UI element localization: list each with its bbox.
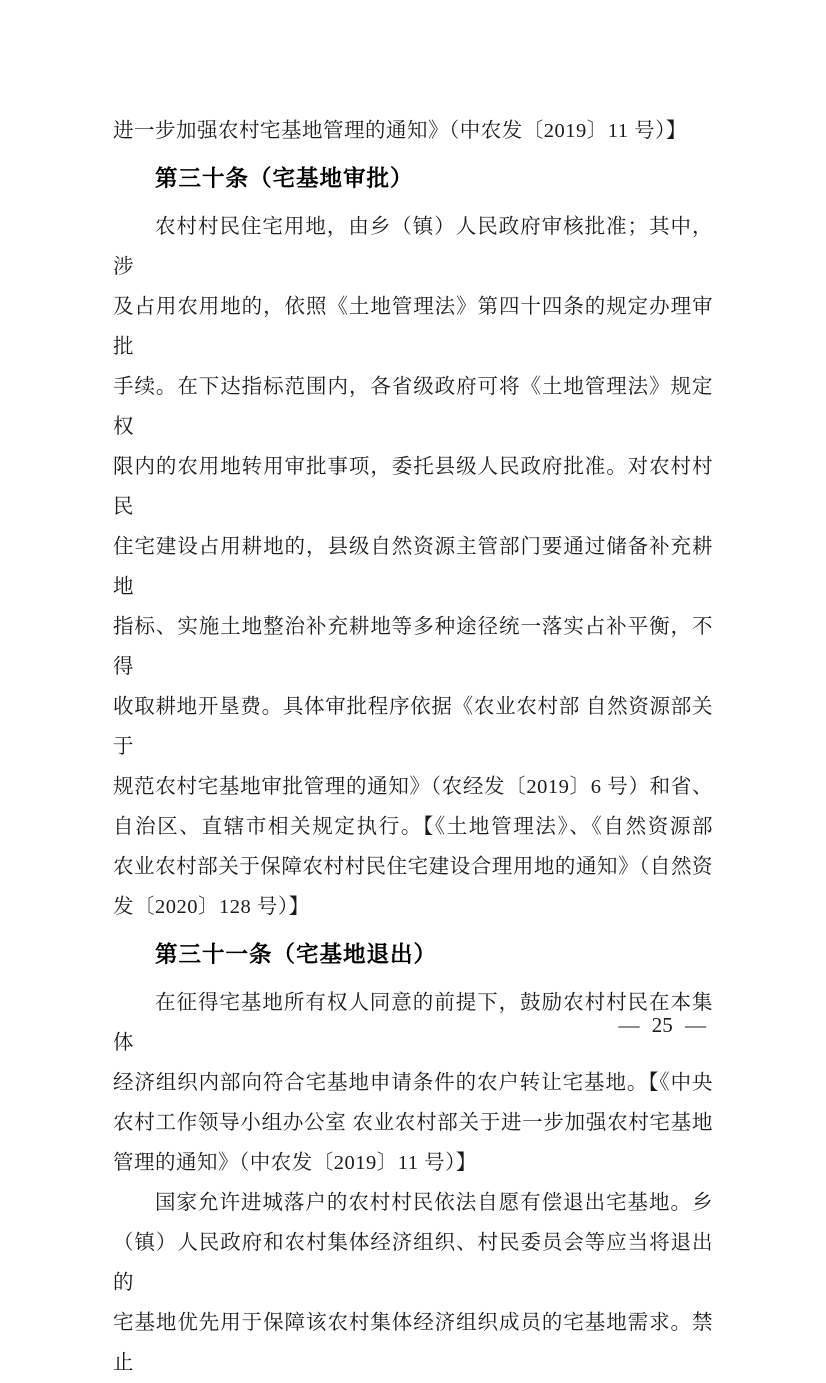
text-line: （镇）人民政府和农村集体经济组织、村民委员会等应当将退出的	[113, 1232, 713, 1294]
text-line: 经济组织内部向符合宅基地申请条件的农户转让宅基地。【《中央	[113, 1072, 713, 1094]
text-line: 农村村民住宅用地，由乡（镇）人民政府审核批准；其中，涉	[113, 216, 713, 278]
text-line: 及占用农用地的，依照《土地管理法》第四十四条的规定办理审批	[113, 296, 713, 358]
text-line: 管理的通知》（中农发〔2019〕11 号）】	[113, 1152, 477, 1174]
article-heading: 第三十条（宅基地审批）	[155, 166, 414, 191]
text-line: 在征得宅基地所有权人同意的前提下，鼓励农村村民在本集体	[113, 992, 713, 1054]
page-number: — 25 —	[618, 1013, 706, 1037]
text-line: 国家允许进城落户的农村村民依法自愿有偿退出宅基地。乡	[155, 1192, 713, 1214]
text-line: 农业农村部关于保障农村村民住宅建设合理用地的通知》（自然资	[113, 856, 713, 878]
text-line: 规范农村宅基地审批管理的通知》（农经发〔2019〕6 号）和省、	[113, 776, 713, 798]
document-body	[113, 111, 713, 1383]
text-line: 收取耕地开垦费。具体审批程序依据《农业农村部 自然资源部关于	[113, 696, 713, 758]
article-heading: 第三十一条（宅基地退出）	[155, 942, 438, 967]
text-line: 进一步加强农村宅基地管理的通知》（中农发〔2019〕11 号）】	[113, 120, 687, 142]
text-line: 指标、实施土地整治补充耕地等多种途径统一落实占补平衡，不得	[113, 616, 713, 678]
text-line: 农村工作领导小组办公室 农业农村部关于进一步加强农村宅基地	[113, 1112, 713, 1134]
text-line: 自治区、直辖市相关规定执行。【《土地管理法》、《自然资源部	[113, 816, 713, 838]
text-line: 限内的农用地转用审批事项，委托县级人民政府批准。对农村村民	[113, 456, 713, 518]
text-line: 宅基地优先用于保障该农村集体经济组织成员的宅基地需求。禁止	[113, 1312, 713, 1374]
text-line: 住宅建设占用耕地的，县级自然资源主管部门要通过储备补充耕地	[113, 536, 713, 598]
text-line: 发〔2020〕128 号）】	[113, 896, 310, 918]
text-line: 手续。在下达指标范围内，各省级政府可将《土地管理法》规定权	[113, 376, 713, 438]
